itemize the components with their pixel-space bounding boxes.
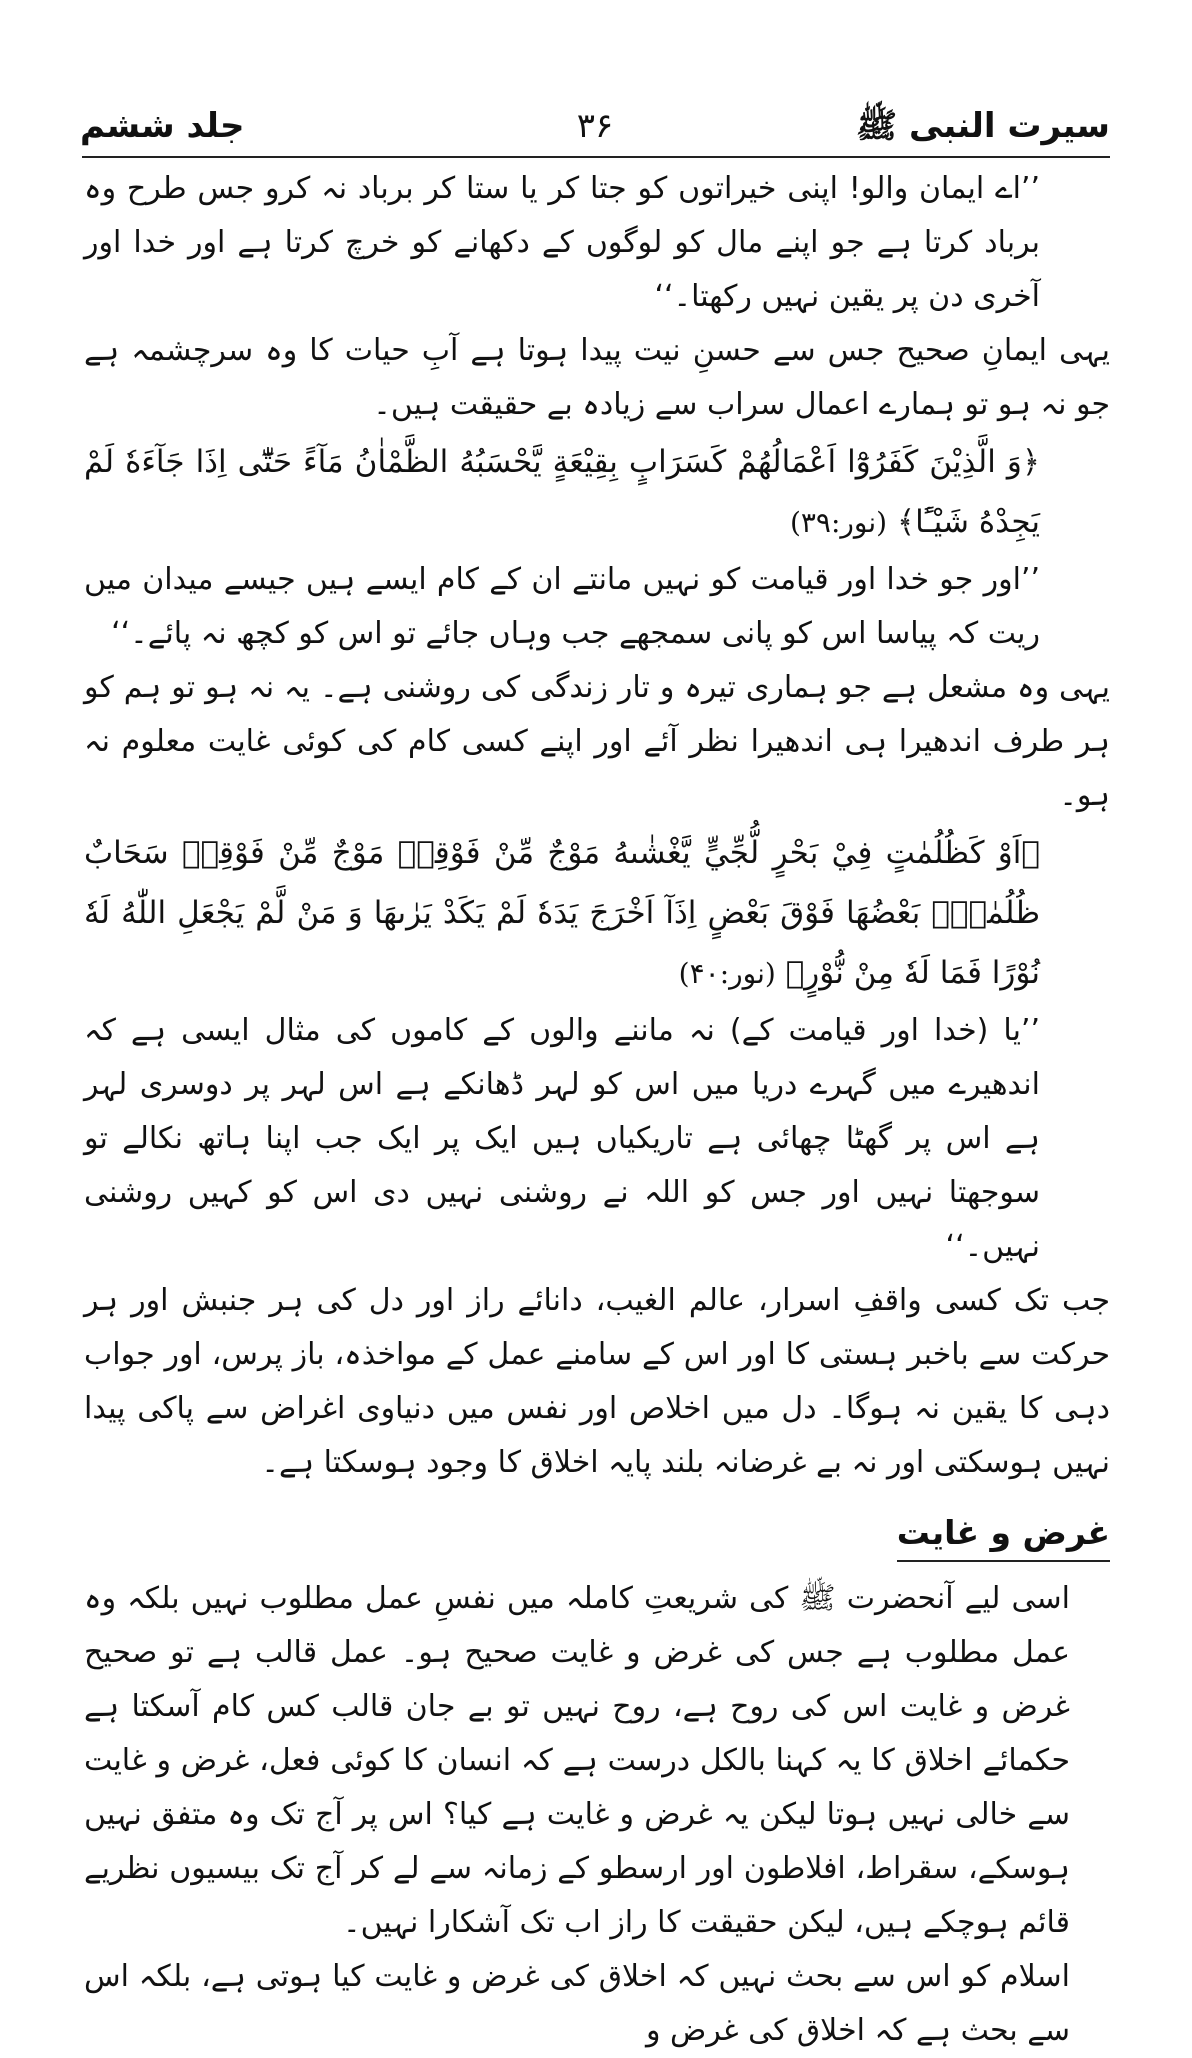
paragraph-2: یہی وہ مشعل ہے جو ہماری تیرہ و تار زندگی کی روشنی ہے۔ یہ نہ ہو تو ہم کو ہر طرف اندھیرا ہی اندھیرا نظر آئے اور اپنے کسی کام کی کوئی غایت معلوم نہ ہو۔ bbox=[84, 670, 1110, 813]
paragraph-3: جب تک کسی واقفِ اسرار، عالم الغیب، دانائے راز اور دل کی ہر جنبش اور ہر حرکت سے باخبر ہستی کا اور اس کے سامنے عمل کے مواخذہ، باز پرس، اور جواب دہی کا یقین نہ ہوگا۔ دل میں اخلاص اور نفس میں دنیاوی اغراض سے پاکی پیدا نہیں ہوسکتی اور نہ بے غرضانہ بلند پایہ اخلاق کا وجود ہوسکتا ہے۔ bbox=[84, 1283, 1110, 1480]
header-divider bbox=[82, 156, 1110, 158]
quran-verse-2 bbox=[84, 823, 1110, 1004]
quote-translation-3: ’’یا (خدا اور قیامت کے) نہ ماننے والوں کے کاموں کی مثال ایسی ہے کہ اندھیرے میں گہرے دریا میں اس کو لہر ڈھانکے ہے اس لہر پر دوسری لہر ہے اس پر گھٹا چھائی ہے تاریکیاں ہیں ایک پر ایک جب اپنا ہاتھ نکالے تو سوجھتا نہیں اور جس کو اللہ نے روشنی نہیں دی اس کو کہیں روشنی نہیں۔‘‘ bbox=[84, 1013, 1040, 1264]
volume-label: جلد ششم bbox=[80, 106, 245, 146]
page-header bbox=[80, 100, 1110, 152]
book-title: سیرت النبی ﷺ bbox=[856, 106, 1110, 146]
page-number: ۳۶ bbox=[576, 106, 614, 146]
quran-verse-2-text: ﴿اَوْ كَظُلُمٰتٍ فِيْ بَحْرٍ لُّجِّيٍّ يَّغْشٰىهُ مَوْجٌ مِّنْ فَوْقِهٖ مَوْجٌ مِّنْ فَوْقِهٖ سَحَابٌ ظُلُمٰتٌۢ بَعْضُهَا فَوْقَ بَعْضٍ اِذَآ اَخْرَجَ يَدَهٗ لَمْ يَكَدْ يَرٰىهَا وَ مَنْ لَّمْ يَجْعَلِ اللّٰهُ لَهٗ نُوْرًا فَمَا لَهٗ مِنْ نُّوْرٍ﴾ bbox=[84, 835, 1040, 991]
quran-verse-1-reference: (نور:۳۹) bbox=[789, 506, 888, 539]
quote-translation-1: ’’اے ایمان والو! اپنی خیراتوں کو جتا کر یا ستا کر برباد نہ کرو جس طرح وہ برباد کرتا ہے جو اپنے مال کو لوگوں کے دکھانے کو خرچ کرتا ہے اور خدا اور آخری دن پر یقین نہیں رکھتا۔‘‘ bbox=[84, 171, 1040, 314]
quran-verse-1-text: ﴿وَ الَّذِيْنَ كَفَرُوْٓا اَعْمَالُهُمْ كَسَرَابٍ بِقِيْعَةٍ يَّحْسَبُهُ الظَّمْاٰنُ مَآءً حَتّٰٓى اِذَا جَآءَهٗ لَمْ يَجِدْهُ شَيْـًٔا﴾ bbox=[84, 444, 1040, 540]
section-heading-wrapper bbox=[84, 1490, 1110, 1572]
quran-verse-2-reference: (نور:۴۰) bbox=[678, 957, 776, 990]
quran-verse-1 bbox=[84, 432, 1110, 553]
section-heading: غرض و غایت bbox=[897, 1506, 1110, 1562]
paragraph-4: اسی لیے آنحضرت ﷺ کی شریعتِ کاملہ میں نفسِ عمل مطلوب نہیں بلکہ وہ عمل مطلوب ہے جس کی غرض و غایت صحیح ہو۔ عمل قالب ہے تو صحیح غرض و غایت اس کی روح ہے، روح نہیں تو بے جان قالب کس کام آسکتا ہے حکمائے اخلاق کا یہ کہنا بالکل درست ہے کہ انسان کا کوئی فعل، غرض و غایت سے خالی نہیں ہوتا لیکن یہ غرض و غایت ہے کیا؟ اس پر آج تک وہ متفق نہیں ہوسکے، سقراط، افلاطون اور ارسطو کے زمانہ سے لے کر آج تک بیسیوں نظریے قائم ہوچکے ہیں، لیکن حقیقت کا راز اب تک آشکارا نہیں۔ bbox=[84, 1581, 1070, 1940]
quote-translation-2: ’’اور جو خدا اور قیامت کو نہیں مانتے ان کے کام ایسے ہیں جیسے میدان میں ریت کہ پیاسا اس کو پانی سمجھے جب وہاں جائے تو اس کو کچھ نہ پائے۔‘‘ bbox=[84, 562, 1040, 651]
paragraph-1: یہی ایمانِ صحیح جس سے حسنِ نیت پیدا ہوتا ہے آبِ حیات کا وہ سرچشمہ ہے جو نہ ہو تو ہمارے اعمال سراب سے زیادہ بے حقیقت ہیں۔ bbox=[84, 333, 1110, 422]
paragraph-5: اسلام کو اس سے بحث نہیں کہ اخلاق کی غرض و غایت کیا ہوتی ہے، بلکہ اس سے بحث ہے کہ اخلاق کی غرض و bbox=[84, 1959, 1070, 2048]
page-body bbox=[84, 162, 1110, 2048]
